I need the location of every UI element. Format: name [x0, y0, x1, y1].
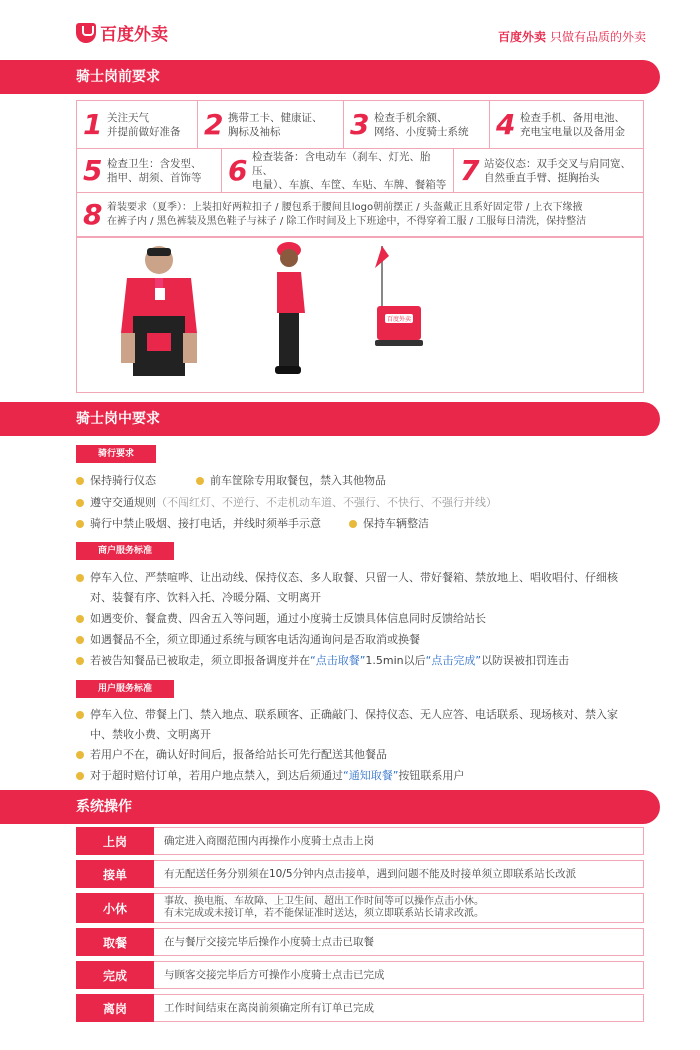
op-label: 离岗: [76, 994, 154, 1022]
requirement-item: [490, 101, 643, 148]
bullet-line: [76, 652, 656, 670]
bullet-icon: [76, 751, 84, 759]
bullet-note: （不闯红灯、不逆行、不走机动车道、不强行、不快行、不强行并线）: [156, 496, 497, 509]
requirement-item: [77, 193, 643, 236]
item-number: 3: [350, 107, 370, 141]
bullet-text: 如遇变价、餐盒费、四舍五入等问题，通过小度骑士反馈具体信息同时反馈给站长: [90, 612, 486, 625]
page-header: [0, 0, 700, 60]
item-number: 8: [83, 197, 103, 231]
bullet-text: 若用户不在，确认好时间后，报备给站长可先行配送其他餐品: [90, 748, 387, 761]
op-label: 接单: [76, 860, 154, 888]
bullet-icon: [349, 520, 357, 528]
riding-requirements-tag: 骑行要求: [76, 445, 156, 463]
requirement-row: [77, 193, 643, 237]
rider-front-figure: [121, 246, 197, 376]
bullet-text: 保持骑行仪态: [90, 474, 156, 487]
section-title-on-shift: 骑士岗中要求: [0, 402, 660, 436]
slogan: [498, 28, 646, 45]
op-row-accept: [76, 860, 644, 888]
bullet-text: 停车入位、严禁喧哗、让出动线、保持仪态、多人取餐、只留一人、带好餐箱、禁放地上、唱收唱付、仔细核: [90, 571, 618, 584]
item-number: 6: [228, 153, 248, 187]
bullet-text: 前车筐除专用取餐包，禁入其他物品: [210, 474, 386, 487]
item-text: 关注天气 并提前做好准备: [107, 111, 181, 138]
requirement-row: [77, 101, 643, 149]
requirement-item: [198, 101, 344, 148]
bullet-text: 停车入位、带餐上门、禁入地点、联系顾客、正确敲门、保持仪态、无人应答、电话联系、现场核对、禁入家: [90, 708, 618, 721]
bullet-text: 保持车辆整洁: [363, 517, 429, 530]
op-label: 小休: [76, 893, 154, 923]
bullet-icon: [76, 615, 84, 623]
op-row-off-duty: [76, 994, 644, 1022]
requirement-item: [454, 149, 643, 192]
bullet-icon: [76, 711, 84, 719]
op-row-pickup: [76, 928, 644, 956]
op-desc: 工作时间结束在离岗前须确定所有订单已完成: [154, 994, 644, 1022]
user-service-tag: 用户服务标准: [76, 680, 174, 698]
op-desc: 有无配送任务分别须在10/5分钟内点击接单，遇到问题不能及时接单须立即联系站长改派: [154, 860, 644, 888]
item-number: 7: [460, 153, 480, 187]
bullet-line-cont: 对、装餐有序、饮料入托、冷暖分隔、文明离开: [90, 591, 321, 604]
requirement-item: [344, 101, 490, 148]
op-label: 完成: [76, 961, 154, 989]
bullet-line: [76, 494, 656, 512]
op-row-break: [76, 893, 644, 923]
bullet-icon: [76, 499, 84, 507]
bullet-icon: [196, 477, 204, 485]
uniform-photos: [77, 237, 643, 392]
bullet-line-cont: 中、禁收小费、文明离开: [90, 728, 211, 741]
rider-side-figure: [275, 242, 305, 374]
bullet-line: [76, 746, 656, 764]
bullet-icon: [76, 657, 84, 665]
complete-action-text: “点击完成”: [425, 654, 482, 667]
merchant-service-tag: 商户服务标准: [76, 542, 174, 560]
bullet-line: [76, 610, 656, 628]
pickup-action-text: “点击取餐”: [310, 654, 366, 667]
bullet-icon: [76, 574, 84, 582]
bullet-line: [76, 631, 656, 649]
bullet-text: 若被告知餐品已被取走，须立即报备调度并在: [90, 654, 310, 667]
requirement-item: [77, 101, 198, 148]
slogan-brand: 百度外卖: [497, 30, 546, 44]
brand-name: 百度外卖: [100, 25, 168, 45]
delivery-box-with-flag: [375, 246, 423, 346]
op-label: 取餐: [76, 928, 154, 956]
item-text: 检查卫生：含发型、 指甲、胡须、首饰等: [107, 157, 202, 184]
op-desc: 事故、换电瓶、车故障、上卫生间、超出工作时间等可以操作点击小休。 有未完成或未接订单，若不能保证准时送达，须立即联系站长请求改派。: [154, 893, 644, 923]
op-desc: 确定进入商圈范围内再操作小度骑士点击上岗: [154, 827, 644, 855]
bullet-text: 以防误被扣罚连击: [481, 654, 570, 667]
slogan-text: 只做有品质的外卖: [549, 30, 646, 44]
bullet-line: [76, 569, 656, 587]
bullet-text: 如遇餐品不全，须立即通过系统与顾客电话沟通询问是否取消或换餐: [90, 633, 420, 646]
item-text: 检查手机、备用电池、 充电宝电量以及备用金: [520, 111, 625, 138]
baidu-waimai-logo-icon: [76, 23, 96, 43]
bullet-line: [76, 515, 656, 533]
bullet-text: 按钮联系用户: [398, 769, 465, 782]
bullet-text: 遵守交通规则: [90, 496, 156, 509]
bullet-text: 对于超时赔付订单，若用户地点禁入，到达后须通过: [90, 769, 343, 782]
op-row-complete: [76, 961, 644, 989]
bullet-icon: [76, 636, 84, 644]
item-text: 站姿仪态：双手交叉与肩同宽、 自然垂直手臂、挺胸抬头: [484, 157, 631, 184]
item-number: 4: [496, 107, 516, 141]
rider-uniform-illustration: [77, 238, 643, 391]
bullet-text: 骑行中禁止吸烟、接打电话，并线时须举手示意: [90, 517, 321, 530]
bullet-icon: [76, 477, 84, 485]
item-text: 着装要求（夏季）：上装扣好两粒扣子 / 腰包系于腰间且logo朝前摆正 / 头盔戴正且系好固定带 / 上衣下缘掖 在裤子内 / 黑色裤装及黑色鞋子与袜子 / 除工作时间及上下班途中，不得穿着工服 / 工服每日清洗，保持整洁: [107, 201, 587, 227]
op-row-on-duty: [76, 827, 644, 855]
bullet-text: 1.5min以后: [365, 654, 426, 667]
requirement-row: [77, 149, 643, 193]
system-ops-table: [76, 827, 644, 1027]
bullet-icon: [76, 520, 84, 528]
item-text: 检查手机余额、 网络、小度骑士系统: [374, 111, 469, 138]
item-text: 检查装备：含电动车（刹车、灯光、胎压、 电量）、车旗、车筐、车贴、车牌、餐箱等: [252, 150, 447, 191]
item-text: 携带工卡、健康证、 胸标及袖标: [228, 111, 323, 138]
section-title-pre-shift: 骑士岗前要求: [0, 60, 660, 94]
bullet-line: [76, 472, 656, 490]
item-number: 5: [83, 153, 103, 187]
item-number: 2: [204, 107, 224, 141]
bullet-line: [76, 706, 656, 724]
bullet-line: [76, 767, 656, 785]
bullet-icon: [76, 772, 84, 780]
op-desc: 在与餐厅交接完毕后操作小度骑士点击已取餐: [154, 928, 644, 956]
notify-action-text: “通知取餐”: [343, 769, 399, 782]
item-number: 1: [83, 107, 103, 141]
box-logo: 百度外卖: [386, 316, 412, 323]
pre-shift-panel: [76, 100, 644, 393]
requirement-item: [222, 149, 454, 192]
op-desc: 与顾客交接完毕后方可操作小度骑士点击已完成: [154, 961, 644, 989]
section-title-system-ops: 系统操作: [0, 790, 660, 824]
brand-logo: [76, 20, 168, 45]
requirement-item: [77, 149, 222, 192]
op-label: 上岗: [76, 827, 154, 855]
